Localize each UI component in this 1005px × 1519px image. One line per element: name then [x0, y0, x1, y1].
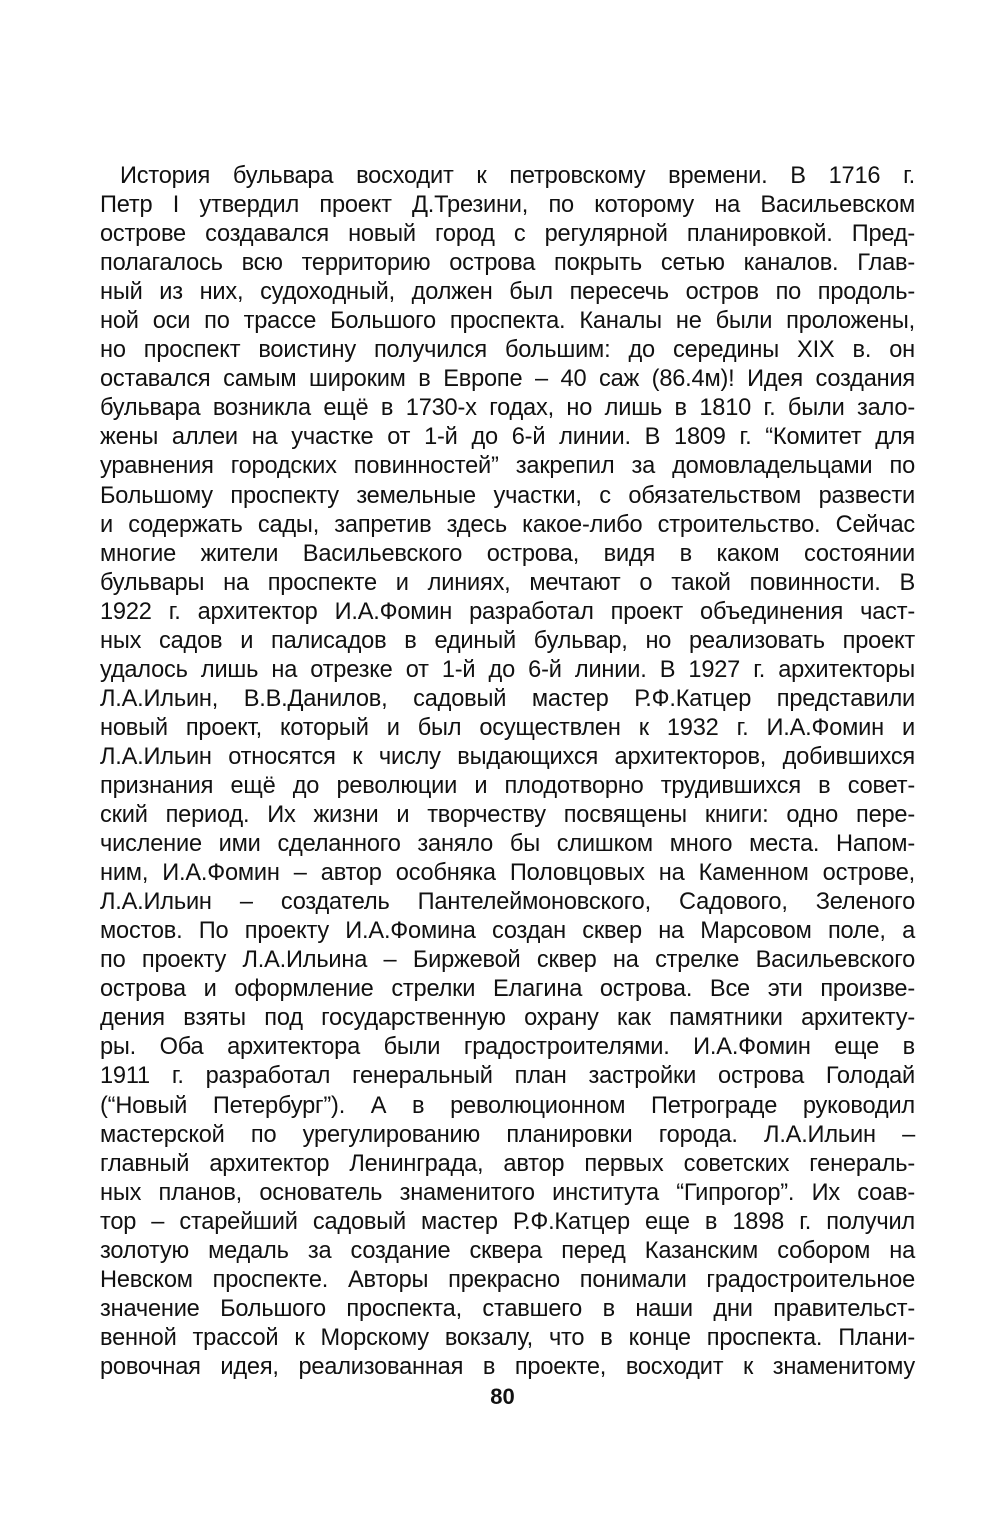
- text-line: ры. Оба архитектора были градостроителями. И.А.Фомин еще в: [100, 1034, 915, 1061]
- text-line: Большому проспекту земельные участки, с обязательством развести: [100, 482, 915, 509]
- text-line: полагалось всю территорию острова покрыть сетью каналов. Глав-: [100, 250, 915, 277]
- text-line: острове создавался новый город с регулярной планировкой. Пред-: [100, 221, 915, 248]
- text-line: Невском проспекте. Авторы прекрасно понимали градостроительное: [100, 1266, 915, 1293]
- text-line: главный архитектор Ленинграда, автор первых советских генераль-: [100, 1150, 915, 1177]
- text-line: многие жители Васильевского острова, видя в каком состоянии: [100, 540, 915, 567]
- text-line: Л.А.Ильин относятся к числу выдающихся архитекторов, добившихся: [100, 743, 915, 770]
- text-line: венной трассой к Морскому вокзалу, что в конце проспекта. Плани-: [100, 1324, 915, 1351]
- text-line: ный из них, судоходный, должен был пересечь остров по продоль-: [100, 279, 915, 306]
- text-line: мостов. По проекту И.А.Фомина создан сквер на Марсовом поле, а: [100, 918, 915, 945]
- text-line: уравнения городских повинностей” закрепил за домовладельцами по: [100, 453, 915, 480]
- page-number: 80: [490, 1384, 515, 1409]
- text-line: признания ещё до революции и плодотворно трудившихся в совет-: [100, 772, 915, 799]
- text-line: История бульвара восходит к петровскому времени. В 1716 г.: [120, 163, 915, 189]
- text-line: удалось лишь на отрезке от 1-й до 6-й линии. В 1927 г. архитекторы: [100, 656, 915, 683]
- body-text: [100, 162, 915, 1382]
- text-line: бульвара возникла ещё в 1730-х годах, но лишь в 1810 г. были зало-: [100, 395, 915, 422]
- text-line: острова и оформление стрелки Елагина острова. Все эти произве-: [100, 976, 915, 1003]
- text-line: 1911 г. разработал генеральный план застройки острова Голодай: [100, 1063, 915, 1090]
- text-line: новый проект, который и был осуществлен к 1932 г. И.А.Фомин и: [100, 714, 915, 741]
- text-line: (“Новый Петербург”). А в революционном Петрограде руководил: [100, 1092, 915, 1119]
- text-line: по проекту Л.А.Ильина – Биржевой сквер на стрелке Васильевского: [100, 947, 915, 974]
- text-line: числение ими сделанного заняло бы слишком много места. Напом-: [100, 831, 915, 858]
- text-line: но проспект воистину получился большим: до середины XIX в. он: [100, 337, 915, 364]
- text-line: ский период. Их жизни и творчеству посвящены книги: одно пере-: [100, 802, 915, 829]
- text-line: 1922 г. архитектор И.А.Фомин разработал проект объединения част-: [100, 598, 915, 625]
- text-line: мастерской по урегулированию планировки города. Л.А.Ильин –: [100, 1121, 915, 1148]
- text-line: золотую медаль за создание сквера перед Казанским собором на: [100, 1237, 915, 1264]
- text-line: ним, И.А.Фомин – автор особняка Половцовых на Каменном острове,: [100, 860, 915, 887]
- text-line: оставался самым широким в Европе – 40 саж (86.4м)! Идея создания: [100, 366, 915, 393]
- text-line: ных садов и палисадов в единый бульвар, но реализовать проект: [100, 627, 915, 654]
- text-line: дения взяты под государственную охрану как памятники архитекту-: [100, 1005, 915, 1032]
- text-line: ных планов, основатель знаменитого института “Гипрогор”. Их соав-: [100, 1179, 915, 1206]
- text-line: жены аллеи на участке от 1-й до 6-й линии. В 1809 г. “Комитет для: [100, 424, 915, 451]
- text-line: ровочная идея, реализованная в проекте, восходит к знаменитому: [100, 1353, 915, 1380]
- text-line: ной оси по трассе Большого проспекта. Каналы не были проложены,: [100, 308, 915, 335]
- text-line: Петр I утвердил проект Д.Трезини, по которому на Васильевском: [100, 192, 915, 219]
- text-line: тор – старейший садовый мастер Р.Ф.Катцер еще в 1898 г. получил: [100, 1208, 915, 1235]
- text-line: значение Большого проспекта, ставшего в наши дни правительст-: [100, 1295, 915, 1322]
- text-line: бульвары на проспекте и линиях, мечтают о такой повинности. В: [100, 569, 915, 596]
- text-line: Л.А.Ильин, В.В.Данилов, садовый мастер Р.Ф.Катцер представили: [100, 685, 915, 712]
- text-line: и содержать сады, запретив здесь какое-либо строительство. Сейчас: [100, 511, 915, 538]
- text-line: Л.А.Ильин – создатель Пантелеймоновского, Садового, Зеленого: [100, 889, 915, 916]
